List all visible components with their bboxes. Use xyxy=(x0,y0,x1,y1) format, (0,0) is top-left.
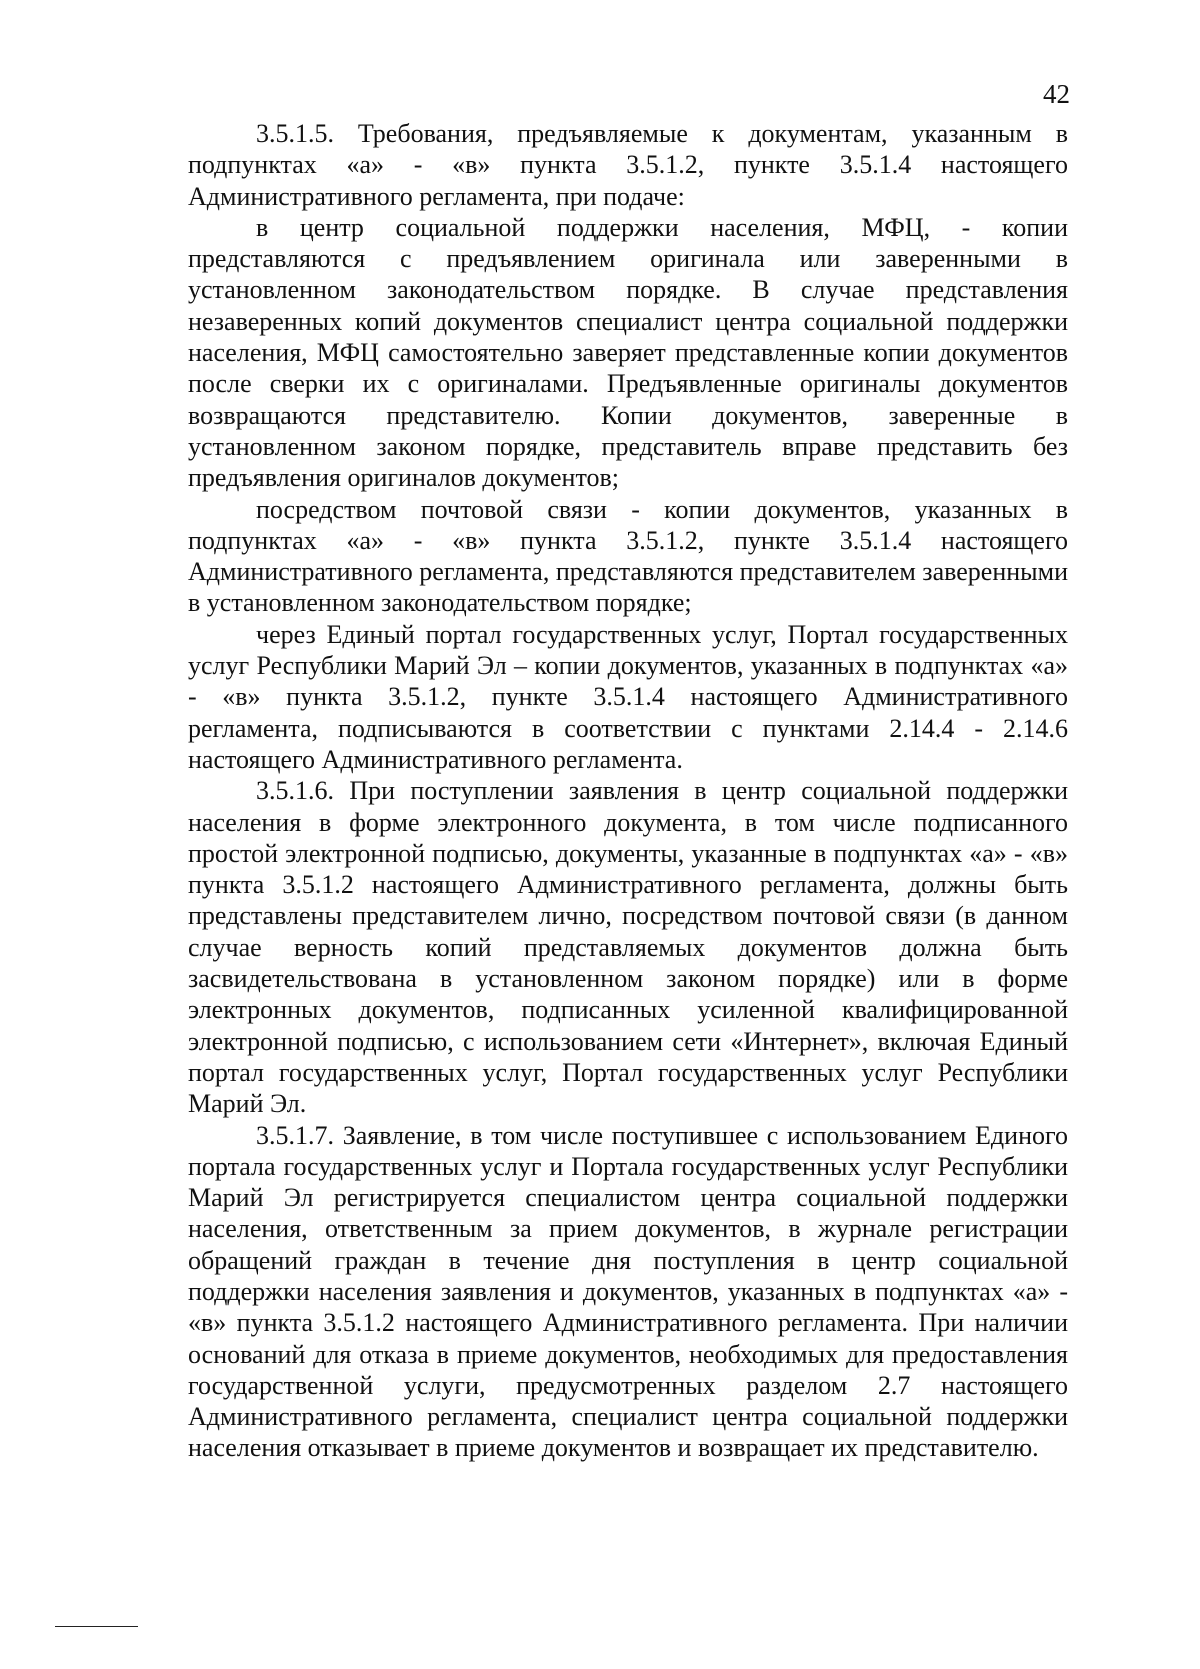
page-number: 42 xyxy=(1043,79,1070,109)
footnote-divider xyxy=(55,1626,138,1627)
paragraph-portal-submission: через Единый портал государственных услуг, Портал государственных услуг Республики Марий Эл – копии документов, указанных в подпунктах «а» - «в» пункта 3.5.1.2, пункте 3.5.1.4 настоящего Административного регламента, подписываются в соответствии с пунктами 2.14.4 - 2.14.6 настоящего Административного регламента. xyxy=(188,619,1068,774)
paragraph-3-5-1-6: 3.5.1.6. При поступлении заявления в центр социальной поддержки населения в форме электронного документа, в том числе подписанного простой электронной подписью, документы, указанные в подпунктах «а» - «в» пункта 3.5.1.2 настоящего Административного регламента, должны быть представлены представителем лично, посредством почтовой связи (в данном случае верность копий представляемых документов должна быть засвидетельствована в установленном законом порядке) или в форме электронных документов, подписанных усиленной квалифицированной электронной подписью, с использованием сети «Интернет», включая Единый портал государственных услуг, Портал государственных услуг Республики Марий Эл. xyxy=(188,776,1068,1119)
paragraph-postal-submission: посредством почтовой связи - копии документов, указанных в подпунктах «а» - «в» пункта 3.5.1.2, пункте 3.5.1.4 настоящего Административного регламента, представляются представителем заверенными в установленном законодательством порядке; xyxy=(188,494,1068,618)
paragraph-social-center-submission: в центр социальной поддержки населения, МФЦ, - копии представляются с предъявлением оригинала или заверенными в установленном законодательством порядке. В случае представления незаверенных копий документов специалист центра социальной поддержки населения, МФЦ самостоятельно заверяет представленные копии документов после сверки их с оригиналами. Предъявленные оригиналы документов возвращаются представителю. Копии документов, заверенные в установленном законом порядке, представитель вправе представить без предъявления оригиналов документов; xyxy=(188,212,1068,493)
paragraph-3-5-1-7: 3.5.1.7. Заявление, в том числе поступившее с использованием Единого портала государственных услуг и Портала государственных услуг Республики Марий Эл регистрируется специалистом центра социальной поддержки населения, ответственным за прием документов, в журнале регистрации обращений граждан в течение дня поступления в центр социальной поддержки населения заявления и документов, указанных в подпунктах «а» - «в» пункта 3.5.1.2 настоящего Административного регламента. При наличии оснований для отказа в приеме документов, необходимых для предоставления государственной услуги, предусмотренных разделом 2.7 настоящего Административного регламента, специалист центра социальной поддержки населения отказывает в приеме документов и возвращает их представителю. xyxy=(188,1120,1068,1463)
document-body xyxy=(188,118,1068,1464)
paragraph-3-5-1-5: 3.5.1.5. Требования, предъявляемые к документам, указанным в подпунктах «а» - «в» пункта 3.5.1.2, пункте 3.5.1.4 настоящего Административного регламента, при подаче: xyxy=(188,119,1068,211)
